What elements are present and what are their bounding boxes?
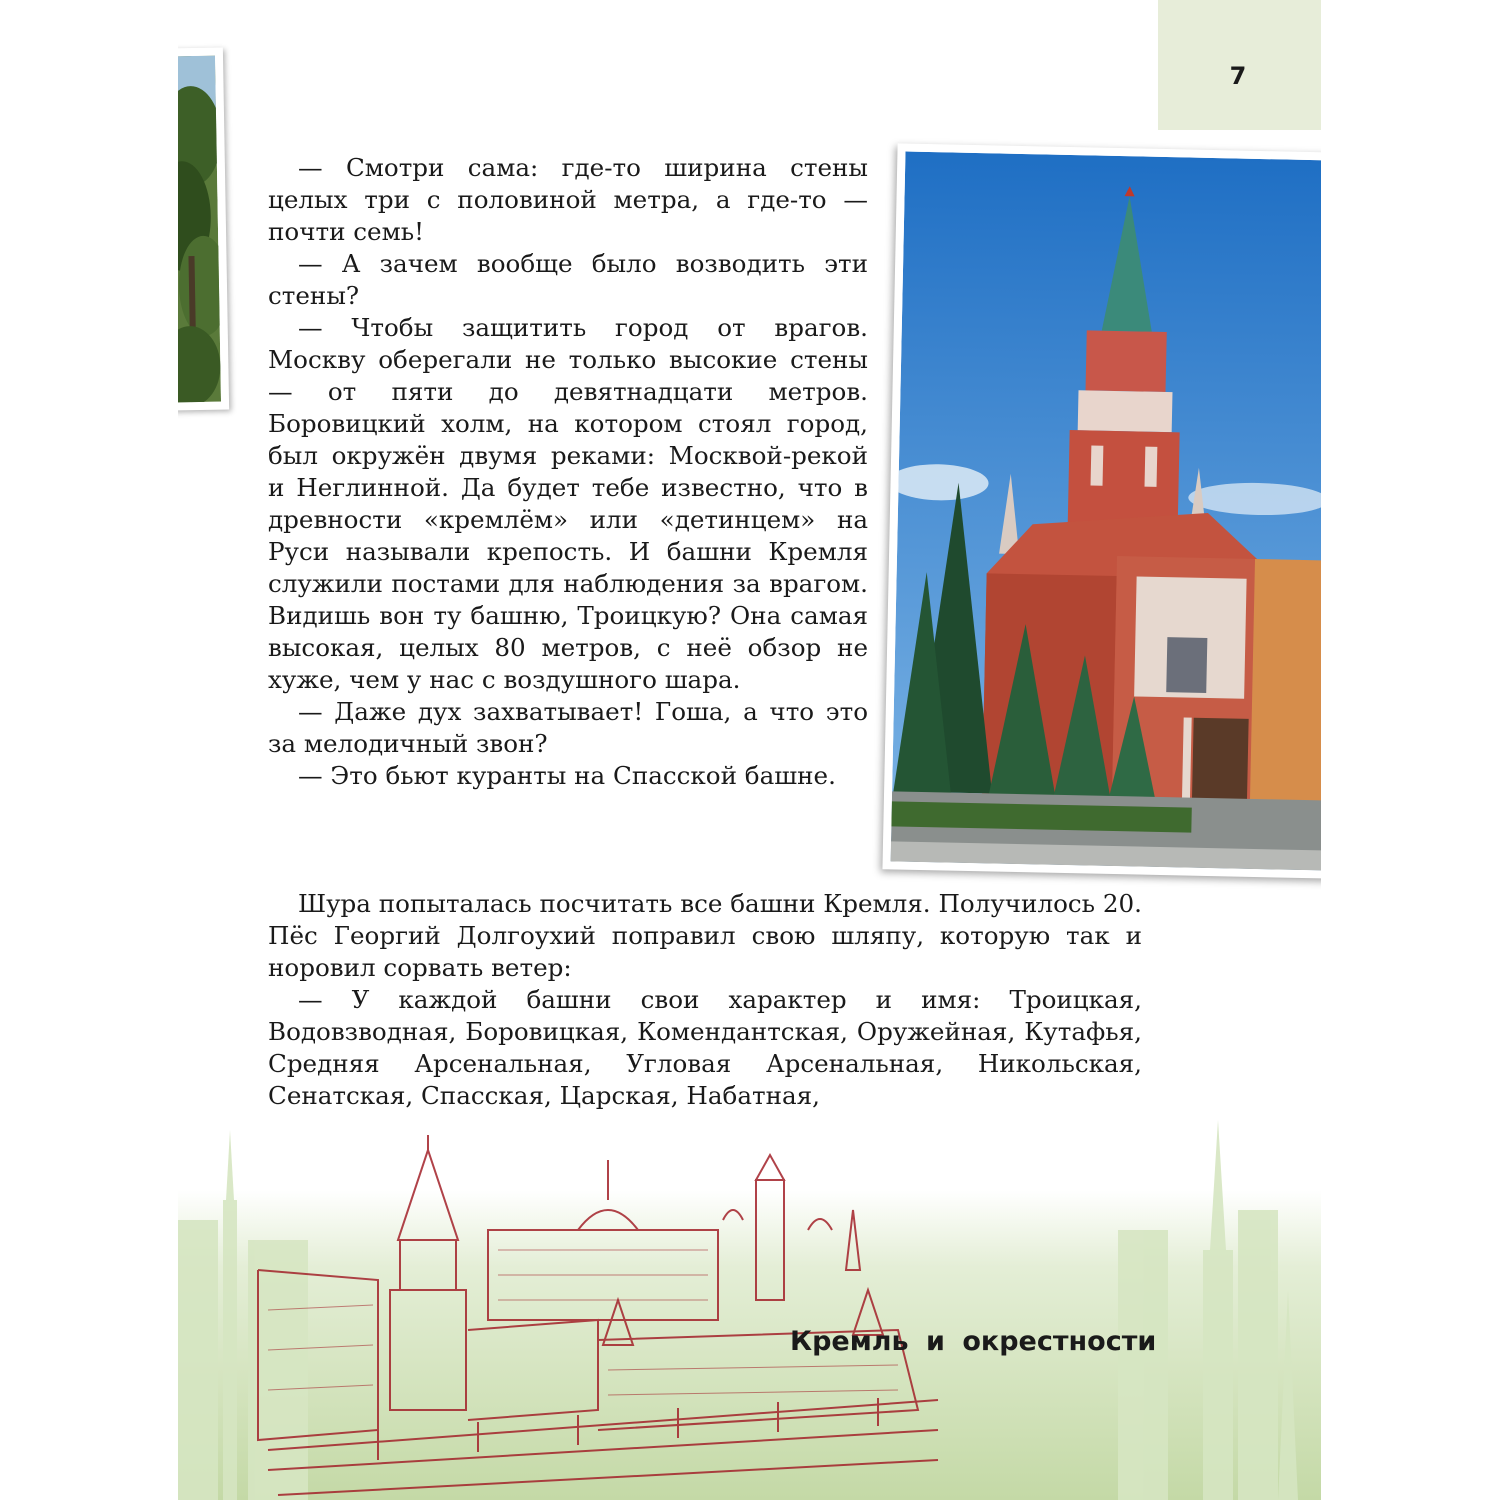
- body-text-narrow: [268, 152, 868, 792]
- paragraph: — Чтобы защитить город от врагов. Москву оберегали не только высокие стены — от пяти до девятнадцати метров. Боровицкий холм, на котором стоял город, был окружён двумя реками: Москвой-рекой и Неглинной. Да будет тебе известно, что в древности «кремлём» или «детинцем» на Руси называли крепость. И башни Кремля служили постами для наблюдения за врагом. Видишь вон ту башню, Троицкую? Она самая высокая, целых 80 метров, с неё обзор не хуже, чем у нас с воздушного шара.: [268, 313, 868, 694]
- page-number: 7: [1229, 62, 1247, 90]
- kremlin-sketch-illustration: [178, 1110, 1321, 1500]
- photo-kremlin-tower: [882, 143, 1321, 878]
- paragraph: — Даже дух захватывает! Гоша, а что это за мелодичный звон?: [268, 697, 868, 758]
- paragraph: Шура попыталась посчитать все башни Кремля. Получилось 20. Пёс Георгий Долгоухий поправил свою шляпу, которую так и норовил сорвать ветер:: [268, 889, 1142, 982]
- book-page: [178, 0, 1321, 1500]
- body-text-wide: [268, 888, 1142, 1112]
- paragraph: — Смотри сама: где-то ширина стены целых три с половиной метра, а где-то — почти семь!: [268, 153, 868, 246]
- paragraph: — Это бьют куранты на Спасской башне.: [298, 761, 836, 790]
- paragraph: — У каждой башни свои характер и имя: Троицкая, Водовзводная, Боровицкая, Комендантская, Оружейная, Кутафья, Средняя Арсенальная, Угловая Арсенальная, Никольская, Сенатская, Спасская, Царская, Набатная,: [268, 985, 1142, 1110]
- paragraph: — А зачем вообще было возводить эти стены?: [268, 249, 868, 310]
- photo-trees: [178, 48, 229, 411]
- section-title: Кремль и окрестности: [790, 1326, 1157, 1357]
